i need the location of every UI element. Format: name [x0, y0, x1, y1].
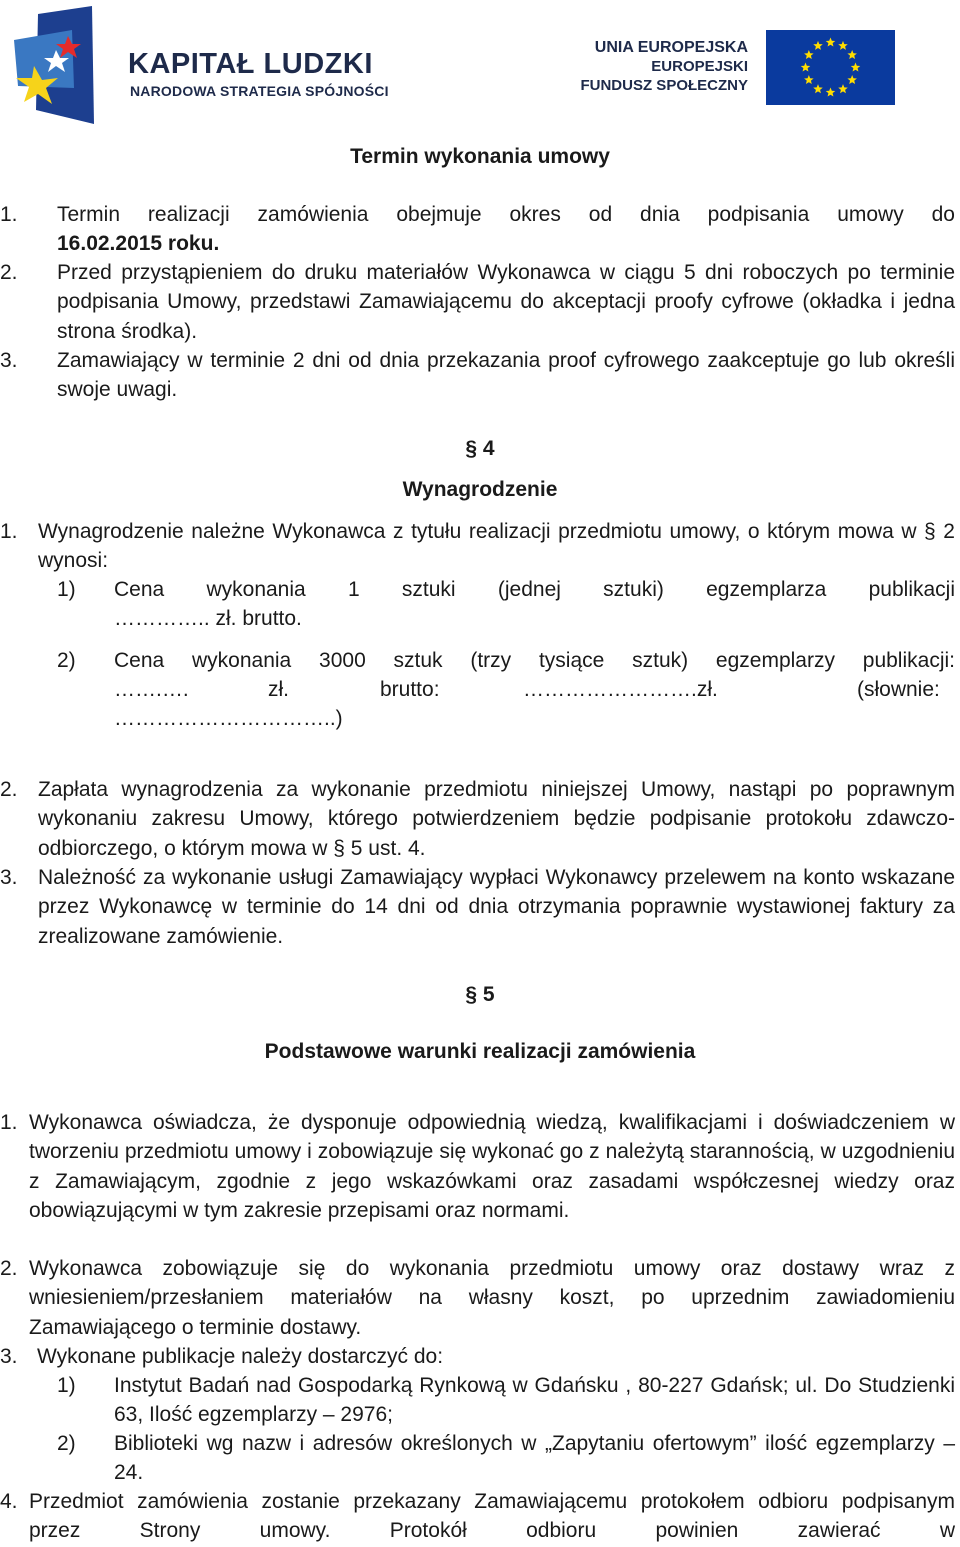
list-number: 1.: [0, 203, 18, 226]
price-bulk-amount: …………………….zł.: [523, 678, 718, 701]
list-number: 1.: [0, 520, 18, 543]
delivery-address-2: Biblioteki wg nazw i adresów określonych w „Zapytaniu ofertowym” ilość egzemplarzy – 24.: [114, 1432, 955, 1485]
kapital-ludzki-title: KAPITAŁ LUDZKI: [128, 48, 373, 80]
list-number: 3.: [0, 866, 18, 889]
kapital-ludzki-logo: [12, 6, 96, 126]
heading-termin: Termin wykonania umowy: [350, 145, 610, 168]
price-bulk-currency: zł.: [268, 678, 289, 701]
list-number: 3.: [0, 1345, 18, 1368]
heading-warunki: Podstawowe warunki realizacji zamówienia: [264, 1040, 696, 1063]
paragraph-4-symbol: § 4: [465, 437, 495, 460]
price-single-line2: ………….. zł. brutto.: [114, 607, 302, 630]
warunki-item-1-text: Wykonawca oświadcza, że dysponuje odpowiednią wiedzą, kwalifikacjami i doświadczeniem w tworzeniu przedmiotu umowy i zobowiązuje się wykonać go z należytą starannością, w uzgodnieniu z Zamawiającym, zgodnie z jego wskazówkami oraz zasadami współczesnej wiedzy oraz obowiązującymi w tym zakresie przepisami oraz normami.: [29, 1111, 955, 1222]
price-single-line1: Cena wykonania 1 sztuki (jednej sztuki) egzemplarza publikacji: [114, 578, 955, 601]
termin-date: 16.02.2015 roku.: [57, 232, 220, 255]
wynagrodzenie-item-2-text: Zapłata wynagrodzenia za wykonanie przedmiotu niniejszej Umowy, nastąpi po poprawnym wykonaniu zakresu Umowy, którego potwierdzeniem będzie podpisanie protokołu zdawczo-odbiorczego, o którym mowa w § 5 ust. 4.: [38, 778, 955, 860]
eu-label-line2: EUROPEJSKI: [651, 58, 748, 75]
price-bulk-line1: Cena wykonania 3000 sztuk (trzy tysiące sztuk) egzemplarzy publikacji:: [114, 649, 955, 672]
warunki-item-2-text: Wykonawca zobowiązuje się do wykonania przedmiotu umowy oraz dostawy wraz z wniesieniem/przesłaniem materiałów na własny koszt, po uprzednim zawiadomieniu Zamawiającego o terminie dostawy.: [29, 1257, 955, 1339]
price-bulk-brutto: brutto:: [380, 678, 440, 701]
wynagrodzenie-item-1-text: Wynagrodzenie należne Wykonawca z tytułu realizacji przedmiotu umowy, o którym mowa w § 2 wynosi:: [38, 520, 955, 573]
kapital-ludzki-subtitle: NARODOWA STRATEGIA SPÓJNOŚCI: [130, 83, 389, 99]
sub-list-number: 1): [57, 1374, 76, 1397]
sub-list-number: 2): [57, 1432, 76, 1455]
sub-list-number: 1): [57, 578, 76, 601]
eu-fund-label: [580, 38, 748, 95]
list-number: 1.: [0, 1111, 18, 1134]
list-number: 2.: [0, 1257, 18, 1280]
list-number: 2.: [0, 778, 18, 801]
warunki-item-3-text: Wykonane publikacje należy dostarczyć do:: [37, 1345, 444, 1368]
termin-item-2-text: Przed przystąpieniem do druku materiałów Wykonawca w ciągu 5 dni roboczych po terminie podpisania Umowy, przedstawi Zamawiającemu do akceptacji proofy cyfrowe (okładka i jedna strona środka).: [57, 261, 955, 343]
termin-item-3-text: Zamawiający w terminie 2 dni od dnia przekazania proof cyfrowego zaakceptuje go lub określi swoje uwagi.: [57, 349, 955, 402]
heading-wynagrodzenie: Wynagrodzenie: [402, 478, 558, 501]
price-bulk-blank: …….….: [114, 678, 189, 701]
list-number: 4.: [0, 1490, 18, 1513]
paragraph-5-symbol: § 5: [465, 983, 495, 1006]
eu-flag-icon: [766, 30, 895, 105]
price-bulk-words-label: (słownie:: [857, 678, 940, 701]
delivery-address-1: Instytut Badań nad Gospodarką Rynkową w Gdańsku , 80-227 Gdańsk; ul. Do Studzienki 63, Ilość egzemplarzy – 2976;: [114, 1374, 955, 1427]
eu-label-line1: UNIA EUROPEJSKA: [594, 39, 748, 56]
sub-list-number: 2): [57, 649, 76, 672]
warunki-item-4-text: Przedmiot zamówienia zostanie przekazany Zamawiającemu protokołem odbioru podpisanym przez Strony umowy. Protokół odbioru powinien zawierać w: [29, 1490, 955, 1543]
termin-item-1-text: Termin realizacji zamówienia obejmuje okres od dnia podpisania umowy do: [57, 203, 955, 226]
list-number: 2.: [0, 261, 18, 284]
list-number: 3.: [0, 349, 18, 372]
wynagrodzenie-item-3-text: Należność za wykonanie usługi Zamawiający wypłaci Wykonawcy przelewem na konto wskazane przez Wykonawcę w terminie do 14 dni od dnia otrzymania poprawnie wystawionej faktury za zrealizowane zamówienie.: [38, 866, 955, 948]
eu-label-line3: FUNDUSZ SPOŁECZNY: [580, 77, 748, 94]
price-bulk-words: …………………………..): [114, 707, 343, 730]
